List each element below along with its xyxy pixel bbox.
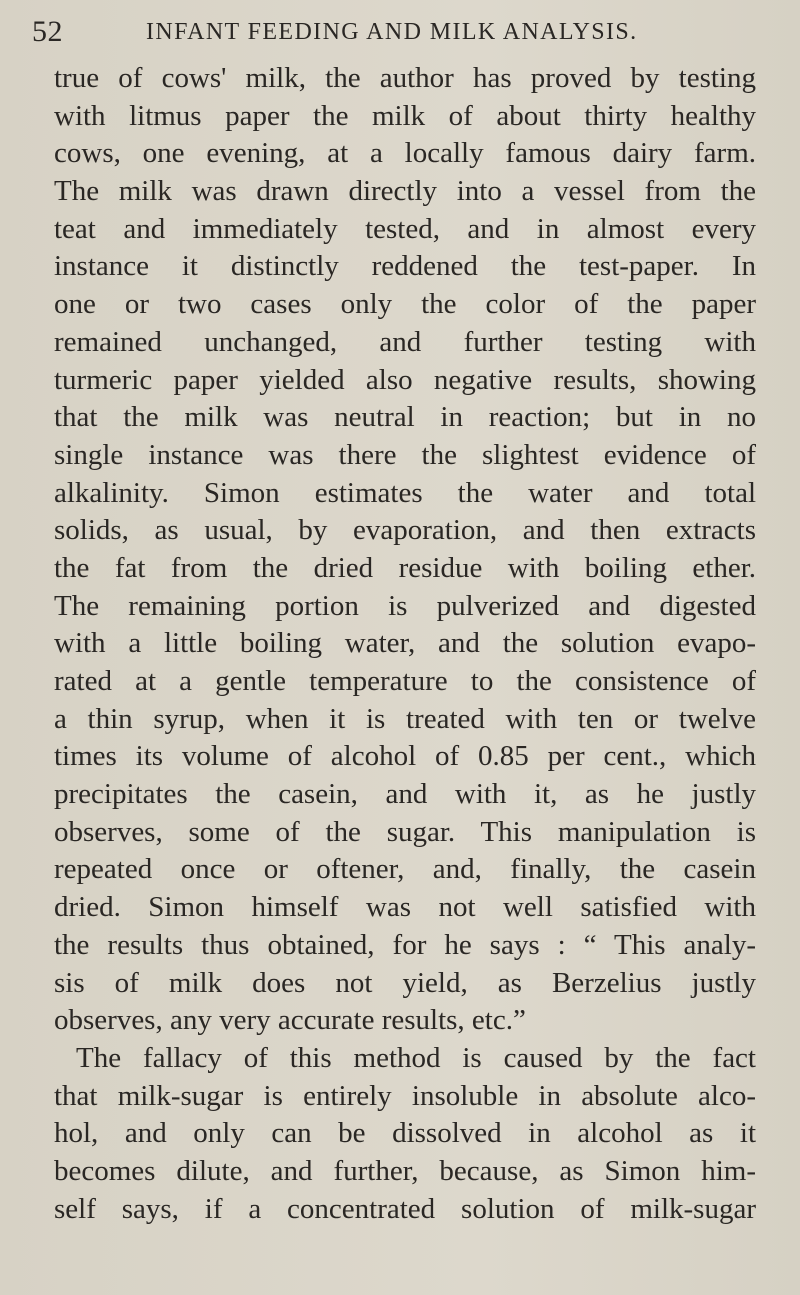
- page-number: 52: [32, 15, 63, 48]
- text-line: remained unchanged, and further testing with: [54, 325, 756, 358]
- text-line: precipitates the casein, and with it, as he justly: [54, 778, 756, 811]
- text-line: The remaining portion is pulverized and digested: [54, 589, 756, 622]
- text-line: true of cows' milk, the author has proved by testing: [54, 62, 756, 94]
- text-line: one or two cases only the color of the paper: [54, 288, 756, 321]
- text-line: becomes dilute, and further, because, as Simon him-: [54, 1154, 756, 1187]
- body-text: [54, 60, 756, 1228]
- text-line: times its volume of alcohol of 0.85 per cent., which: [54, 740, 756, 773]
- text-line: dried. Simon himself was not well satisfied with: [54, 891, 756, 924]
- text-line: repeated once or oftener, and, finally, the casein: [54, 853, 756, 886]
- text-line: instance it distinctly reddened the test-paper. In: [54, 250, 756, 283]
- text-line: with a little boiling water, and the solution evapo-: [54, 627, 756, 660]
- text-line: turmeric paper yielded also negative results, showing: [54, 363, 756, 396]
- running-title: INFANT FEEDING AND MILK ANALYSIS.: [146, 19, 638, 45]
- text-line: the fat from the dried residue with boiling ether.: [54, 551, 756, 584]
- text-line: a thin syrup, when it is treated with ten or twelve: [54, 702, 756, 735]
- text-line: hol, and only can be dissolved in alcohol as it: [54, 1117, 756, 1150]
- text-line: observes, any very accurate results, etc.”: [54, 1004, 526, 1037]
- text-line: teat and immediately tested, and in almost every: [54, 212, 756, 245]
- text-line: that milk-sugar is entirely insoluble in absolute alco-: [54, 1079, 756, 1112]
- text-line: solids, as usual, by evaporation, and then extracts: [54, 514, 756, 547]
- text-line: rated at a gentle temperature to the consistence of: [54, 665, 756, 697]
- text-line: the results thus obtained, for he says : “ This analy-: [54, 928, 756, 961]
- text-line: sis of milk does not yield, as Berzelius justly: [54, 966, 756, 999]
- text-line: self says, if a concentrated solution of milk-sugar: [54, 1192, 756, 1225]
- text-line: cows, one evening, at a locally famous dairy farm.: [54, 137, 756, 170]
- running-head: [32, 14, 772, 50]
- paragraph-start-line: The fallacy of this method is caused by the fact: [76, 1041, 756, 1074]
- text-line: that the milk was neutral in reaction; but in no: [54, 401, 756, 434]
- text-line: observes, some of the sugar. This manipulation is: [54, 815, 756, 848]
- text-line: alkalinity. Simon estimates the water and total: [54, 476, 756, 509]
- text-line: with litmus paper the milk of about thirty healthy: [54, 99, 756, 132]
- text-line: The milk was drawn directly into a vessel from the: [54, 175, 756, 208]
- text-line: single instance was there the slightest evidence of: [54, 438, 756, 471]
